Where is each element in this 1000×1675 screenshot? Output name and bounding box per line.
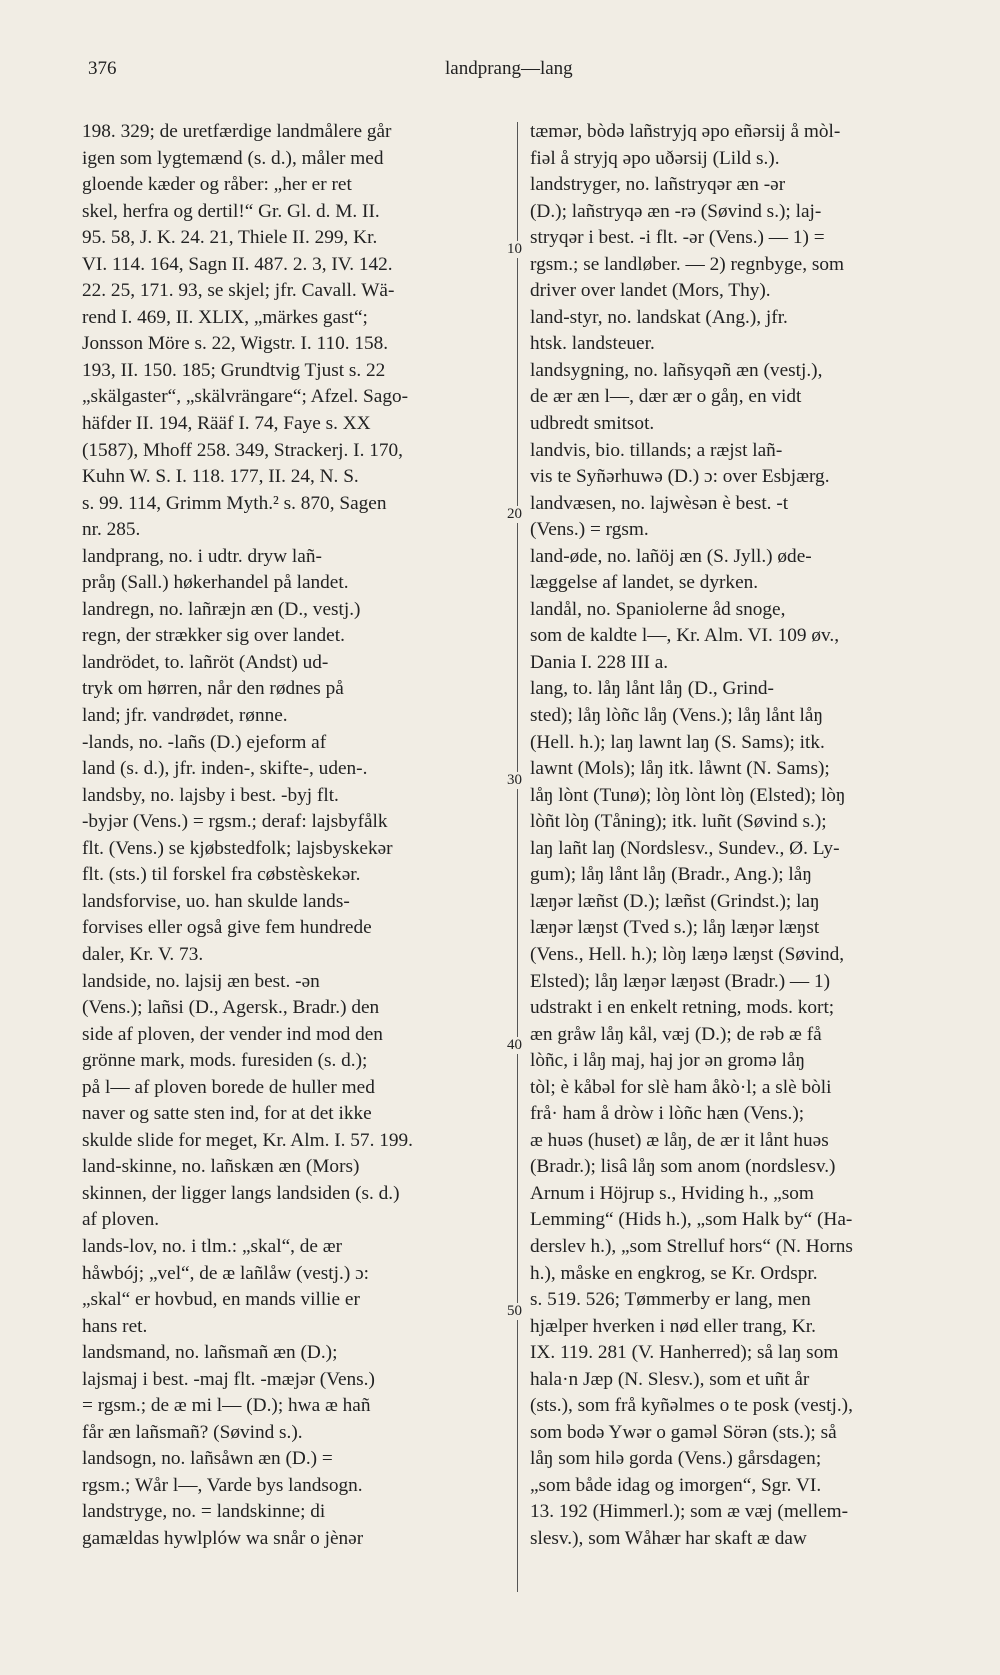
text-line: låŋ lònt (Tunø); lòŋ lònt lòŋ (Elsted); lòŋ [530,784,846,806]
text-line: tæmər, bòdə lañstryjq əpo eñərsij å mòl- [530,121,841,142]
text-line: lòñt lòŋ (Tåning); itk. luñt (Søvind s.); [530,811,827,833]
text-line: håwbój; „vel“, de æ lañlåw (vestj.) ɔ: [82,1262,369,1284]
text-line: 198. 329; de uretfærdige landmålere går [82,121,392,142]
text-line: gum); låŋ lånt låŋ (Bradr., Ang.); låŋ [530,864,812,886]
text-line: læŋər læñst (D.); læñst (Grindst.); laŋ [530,890,820,912]
text-line: landål, no. Spaniolerne åd snoge, [530,598,786,620]
text-line: forvises eller også give fem hundrede [82,917,372,939]
text-line: (Bradr.); lisâ låŋ som anom (nordslesv.) [530,1156,836,1178]
text-line: landstryger, no. lañstryqər æn -ər [530,174,786,196]
text-line: stryqər i best. -i flt. -ər (Vens.) — 1) = [530,227,825,249]
text-line: frå· ham å dròw i lòñc hæn (Vens.); [530,1103,805,1125]
text-line: skulde slide for meget, Kr. Alm. I. 57. 199. [82,1129,413,1151]
text-line: s. 99. 114, Grimm Myth.² s. 870, Sagen [82,492,387,514]
text-line: grönne mark, mods. furesiden (s. d.); [82,1050,368,1072]
text-line: hans ret. [82,1315,148,1337]
text-line: laŋ lañt laŋ (Nordslesv., Sundev., Ø. Ly- [530,837,840,859]
text-line: (1587), Mhoff 258. 349, Strackerj. I. 170, [82,439,403,461]
text-line: 22. 25, 171. 93, se skjel; jfr. Cavall. Wä- [82,280,395,302]
text-line: tryk om hørren, når den rødnes på [82,678,344,700]
text-line: lòñc, i låŋ maj, haj jor ən gromə låŋ [530,1050,806,1072]
text-line: rgsm.; Wår l—, Varde bys landsogn. [82,1474,363,1496]
text-line: lang, to. låŋ lånt låŋ (D., Grind- [530,678,774,700]
text-line: derslev h.), „som Strelluf hors“ (N. Horns [530,1235,853,1257]
text-line: Lemming“ (Hids h.), „som Halk by“ (Ha- [530,1209,853,1231]
text-line: driver over landet (Mors, Thy). [530,280,771,302]
page-number: 376 [88,58,117,79]
text-line: lajsmaj i best. -maj flt. -mæjər (Vens.) [82,1368,375,1390]
text-line: häfder II. 194, Rääf I. 74, Faye s. XX [82,413,371,435]
text-line: som de kaldte l—, Kr. Alm. VI. 109 øv., [530,625,840,647]
text-line: regn, der strækker sig over landet. [82,625,345,647]
text-line: = rgsm.; de æ mi l— (D.); hwa æ hañ [82,1395,371,1417]
text-line: landrödet, to. lañröt (Andst) ud- [82,651,329,673]
text-line: pråŋ (Sall.) høkerhandel på landet. [82,572,349,594]
text-line: æ huəs (huset) æ låŋ, de ær it lånt huəs [530,1129,829,1151]
text-line: låŋ som hilə gorda (Vens.) gårsdagen; [530,1448,822,1470]
text-line: på l— af ploven borede de huller med [82,1076,375,1098]
text-line: landside, no. lajsij æn best. -ən [82,970,320,992]
text-line: landregn, no. lañræjn æn (D., vestj.) [82,598,361,620]
text-line: landsygning, no. lañsyqəñ æn (vestj.), [530,359,823,381]
text-line: landvæsen, no. lajwèsən è best. -t [530,492,789,514]
text-line: „skälgaster“, „skälvrängare“; Afzel. Sago- [82,386,409,408]
text-line: Jonsson Möre s. 22, Wigstr. I. 110. 158. [82,333,389,355]
text-line: skinnen, der ligger langs landsiden (s. d.) [82,1182,400,1204]
text-line: IX. 119. 281 (V. Hanherred); så laŋ som [530,1342,839,1364]
text-line: får æn lañsmañ? (Søvind s.). [82,1421,303,1443]
text-line: land; jfr. vandrødet, rønne. [82,705,288,727]
text-line: flt. (Vens.) se kjøbstedfolk; lajsbyskekər [82,837,393,859]
text-line: land-øde, no. lañöj æn (S. Jyll.) øde- [530,545,812,567]
text-line: som bodə Ywər o gaməl Sörən (sts.); så [530,1421,837,1443]
text-line: landsmand, no. lañsmañ æn (D.); [82,1342,338,1364]
text-line: Elsted); låŋ læŋər læŋəst (Bradr.) — 1) [530,970,831,992]
right-column [530,119,964,1553]
text-line: tòl; è kåbəl for slè ham åkò·l; a slè bòli [530,1076,832,1098]
line-number: 30 [507,772,522,788]
text-line: h.), måske en engkrog, se Kr. Ordspr. [530,1262,818,1284]
text-line: (sts.), som frå kyñəlmes o te posk (vestj.), [530,1395,853,1417]
text-line: (D.); lañstryqə æn -rə (Søvind s.); laj- [530,200,822,222]
text-line: -byjər (Vens.) = rgsm.; deraf: lajsbyfålk [82,811,388,833]
line-number: 50 [507,1303,522,1319]
text-line: side af ploven, der vender ind mod den [82,1023,383,1045]
text-line: landsogn, no. lañsåwn æn (D.) = [82,1448,333,1470]
text-line: land-styr, no. landskat (Ang.), jfr. [530,306,788,328]
text-line: udstrakt i en enkelt retning, mods. kort; [530,997,835,1019]
text-line: slesv.), som Wåhær har skaft æ daw [530,1527,807,1549]
page-header [0,58,1000,88]
text-line: Dania I. 228 III a. [530,651,669,673]
text-line: de ær æn l—, dær ær o gåŋ, en vidt [530,386,802,408]
text-line: gamældas hywlplów wa snår o jènər [82,1527,364,1549]
text-line: landsforvise, uo. han skulde lands- [82,890,350,912]
text-line: lawnt (Mols); låŋ itk. låwnt (N. Sams); [530,758,830,780]
column-rule [517,122,518,1592]
text-line: Arnum i Höjrup s., Hviding h., „som [530,1182,814,1204]
text-line: flt. (sts.) til forskel fra cøbstèskekər. [82,864,361,886]
line-number: 20 [507,506,522,522]
text-line: 95. 58, J. K. 24. 21, Thiele II. 299, Kr. [82,227,378,249]
text-line: rend I. 469, II. XLIX, „märkes gast“; [82,306,368,328]
line-number: 10 [507,241,522,257]
text-line: landprang, no. i udtr. dryw lañ- [82,545,322,567]
left-column [82,119,502,1553]
text-line: skel, herfra og dertil!“ Gr. Gl. d. M. II. [82,200,380,222]
text-line: gloende kæder og råber: „her er ret [82,174,352,196]
text-line: af ploven. [82,1209,160,1231]
text-line: (Hell. h.); laŋ lawnt laŋ (S. Sams); itk. [530,731,825,753]
text-line: „skal“ er hovbud, en mands villie er [82,1289,360,1311]
text-line: udbredt smitsot. [530,413,655,435]
text-line: (Vens.) = rgsm. [530,519,649,541]
text-line: VI. 114. 164, Sagn II. 487. 2. 3, IV. 142. [82,253,393,275]
text-line: hjælper hverken i nød eller trang, Kr. [530,1315,816,1337]
text-line: nr. 285. [82,519,141,541]
text-line: naver og satte sten ind, for at det ikke [82,1103,372,1125]
text-line: rgsm.; se landløber. — 2) regnbyge, som [530,253,844,275]
text-line: lands-lov, no. i tlm.: „skal“, de ær [82,1235,343,1257]
running-head: landprang—lang [445,58,573,79]
text-line: (Vens.); lañsi (D., Agersk., Bradr.) den [82,997,380,1019]
text-line: hala·n Jæp (N. Slesv.), som et uñt år [530,1368,810,1390]
text-line: (Vens., Hell. h.); lòŋ læŋə læŋst (Søvind, [530,943,845,965]
text-line: sted); låŋ lòñc låŋ (Vens.); låŋ lånt låŋ [530,705,824,727]
text-line: landsby, no. lajsby i best. -byj flt. [82,784,339,806]
text-line: „som både idag og imorgen“, Sgr. VI. [530,1474,822,1496]
text-line: htsk. landsteuer. [530,333,655,355]
text-line: land-skinne, no. lañskæn æn (Mors) [82,1156,360,1178]
text-line: Kuhn W. S. I. 118. 177, II. 24, N. S. [82,466,359,488]
text-line: 193, II. 150. 185; Grundtvig Tjust s. 22 [82,359,386,381]
text-line: igen som lygtemænd (s. d.), måler med [82,147,384,169]
text-line: vis te Syñərhuwə (D.) ɔ: over Esbjærg. [530,466,830,488]
text-line: 13. 192 (Himmerl.); som æ væj (mellem- [530,1501,849,1523]
text-line: -lands, no. -lañs (D.) ejeform af [82,731,327,753]
text-line: landstryge, no. = landskinne; di [82,1501,326,1523]
line-number: 40 [507,1037,522,1053]
text-line: æn gråw låŋ kål, væj (D.); de rəb æ få [530,1023,822,1045]
text-line: daler, Kr. V. 73. [82,943,204,965]
text-line: land (s. d.), jfr. inden-, skifte-, uden-. [82,758,368,780]
text-line: læggelse af landet, se dyrken. [530,572,759,594]
text-line: landvis, bio. tillands; a ræjst lañ- [530,439,783,461]
text-line: læŋər læŋst (Tved s.); låŋ læŋər læŋst [530,917,820,939]
text-line: fiəl å stryjq əpo uðərsij (Lild s.). [530,147,780,169]
text-line: s. 519. 526; Tømmerby er lang, men [530,1289,811,1311]
